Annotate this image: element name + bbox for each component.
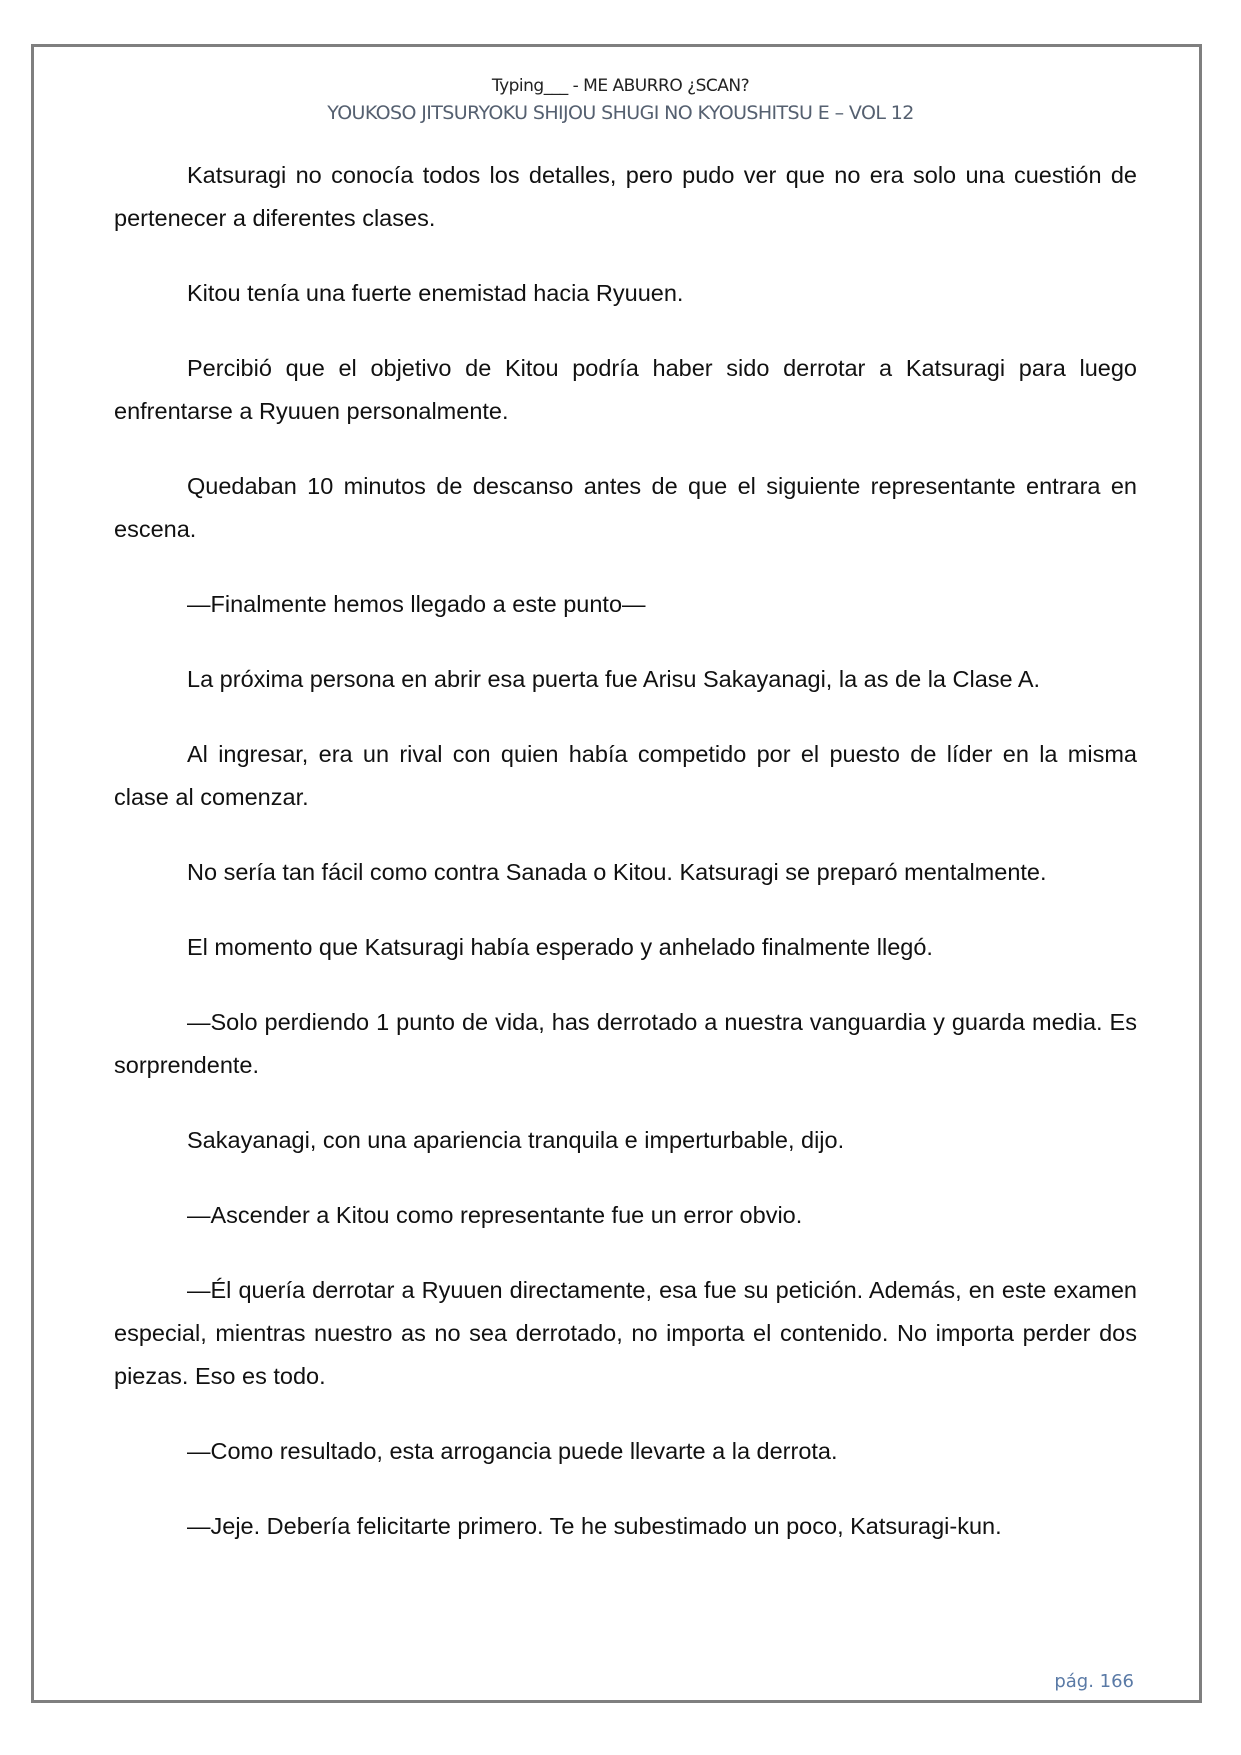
paragraph: Katsuragi no conocía todos los detalles, pero pudo ver que no era solo una cuestión de pertenecer a diferentes clases. — [114, 162, 1137, 231]
paragraph: —Ascender a Kitou como representante fue un error obvio. — [187, 1202, 803, 1228]
page-number: pág. 166 — [1054, 1671, 1134, 1692]
paragraph: El momento que Katsuragi había esperado y anhelado finalmente llegó. — [187, 934, 933, 960]
paragraph: —Solo perdiendo 1 punto de vida, has derrotado a nuestra vanguardia y guarda media. Es sorprendente. — [114, 1009, 1137, 1078]
header-typing-credit: Typing___ - ME ABURRO ¿SCAN? — [491, 76, 750, 96]
paragraph: Percibió que el objetivo de Kitou podría haber sido derrotar a Katsuragi para luego enfrentarse a Ryuuen personalmente. — [114, 355, 1137, 424]
paragraph: Al ingresar, era un rival con quien había competido por el puesto de líder en la misma clase al comenzar. — [114, 741, 1137, 810]
paragraph: —Él quería derrotar a Ryuuen directamente, esa fue su petición. Además, en este examen especial, mientras nuestro as no sea derrotado, no importa el contenido. No importa perder dos piezas. Eso es todo. — [114, 1277, 1137, 1389]
paragraph: —Finalmente hemos llegado a este punto— — [187, 591, 646, 617]
paragraph: Sakayanagi, con una apariencia tranquila e imperturbable, dijo. — [187, 1127, 845, 1153]
paragraph: La próxima persona en abrir esa puerta fue Arisu Sakayanagi, la as de la Clase A. — [187, 666, 1041, 692]
paragraph: —Jeje. Debería felicitarte primero. Te he subestimado un poco, Katsuragi-kun. — [187, 1513, 1002, 1539]
paragraph: No sería tan fácil como contra Sanada o Kitou. Katsuragi se preparó mentalmente. — [187, 859, 1047, 885]
body-text — [114, 154, 1137, 1580]
header-book-title: YOUKOSO JITSURYOKU SHIJOU SHUGI NO KYOUSHITSU E – VOL 12 — [327, 102, 914, 124]
paragraph: —Como resultado, esta arrogancia puede llevarte a la derrota. — [187, 1438, 838, 1464]
paragraph: Quedaban 10 minutos de descanso antes de que el siguiente representante entrara en escena. — [114, 473, 1137, 542]
paragraph: Kitou tenía una fuerte enemistad hacia Ryuuen. — [187, 280, 684, 306]
